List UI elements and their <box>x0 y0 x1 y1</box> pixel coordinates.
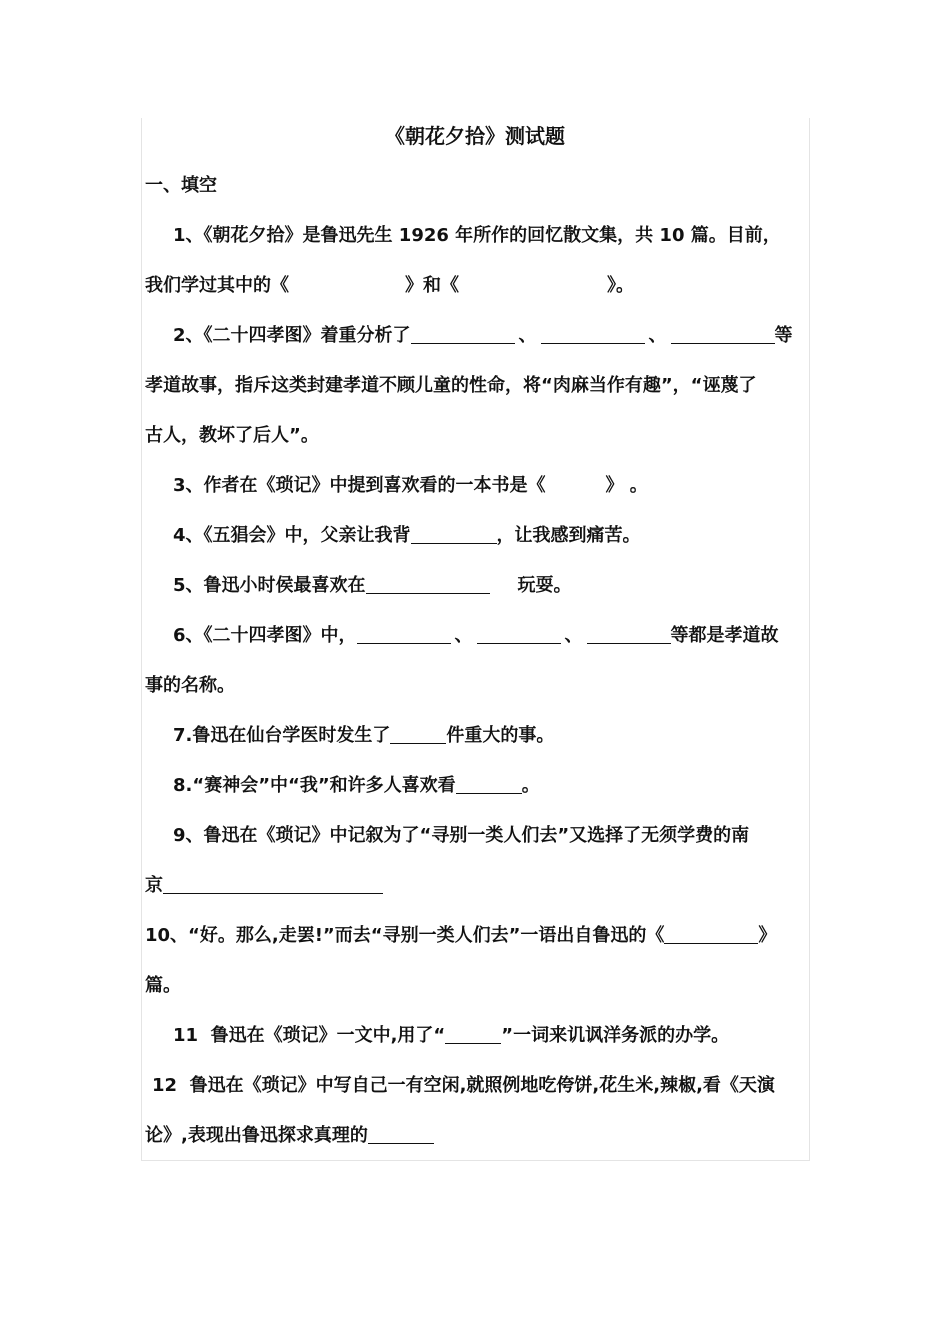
answer-blank[interactable] <box>366 575 490 594</box>
section-heading: 一、填空 <box>145 175 217 196</box>
answer-blank[interactable] <box>456 775 522 794</box>
answer-blank[interactable] <box>390 725 446 744</box>
answer-blank[interactable] <box>445 1025 501 1044</box>
question-2-line-2: 孝道故事，指斥这类封建孝道不顾儿童的性命，将“肉麻当作有趣”，“诬蔑了 <box>145 375 757 396</box>
answer-blank[interactable] <box>541 325 645 344</box>
question-1-line-2: 我们学过其中的《 》和《 》。 <box>145 275 634 296</box>
answer-blank[interactable] <box>671 325 775 344</box>
question-10-line-1: 10、“好。那么,走罢!”而去“寻别一类人们去”一语出自鲁迅的《 》 <box>145 925 777 946</box>
question-6-line-2: 事的名称。 <box>145 675 235 696</box>
question-7: 7.鲁迅在仙台学医时发生了 件重大的事。 <box>173 725 555 746</box>
answer-blank[interactable] <box>163 875 383 894</box>
question-9-line-1: 9、鲁迅在《琐记》中记叙为了“寻别一类人们去”又选择了无须学费的南 <box>173 825 750 846</box>
question-2-line-3: 古人，教坏了后人”。 <box>145 425 319 446</box>
question-12-line-2: 论》,表现出鲁迅探求真理的 <box>145 1124 434 1148</box>
answer-blank[interactable] <box>357 625 451 644</box>
question-11: 11 鲁迅在《琐记》一文中,用了“ ”一词来讥讽洋务派的办学。 <box>173 1025 730 1046</box>
question-4: 4、《五猖会》中，父亲让我背 ，让我感到痛苦。 <box>173 525 641 546</box>
question-3: 3、作者在《琐记》中提到喜欢看的一本书是《 》 。 <box>173 475 648 496</box>
answer-blank[interactable] <box>411 325 515 344</box>
answer-blank[interactable] <box>664 925 758 944</box>
answer-blank[interactable] <box>477 625 561 644</box>
answer-blank[interactable] <box>411 525 497 544</box>
answer-blank[interactable] <box>587 625 671 644</box>
question-6-line-1: 6、《二十四孝图》中， 、 、 等都是孝道故 <box>173 625 779 646</box>
question-10-line-2: 篇。 <box>145 975 181 996</box>
question-2-line-1: 2、《二十四孝图》着重分析了 、 、 等 <box>173 325 793 346</box>
page-title: 《朝花夕拾》测试题 <box>385 124 565 148</box>
answer-blank[interactable] <box>368 1125 434 1144</box>
question-12-line-1: 12 鲁迅在《琐记》中写自己一有空闲,就照例地吃侉饼,花生米,辣椒,看《天演 <box>152 1075 775 1096</box>
question-9-line-2: 京 <box>145 874 383 898</box>
question-1-line-1: 1、《朝花夕拾》是鲁迅先生 1926 年所作的回忆散文集，共 10 篇。目前， <box>173 225 781 246</box>
question-5: 5、鲁迅小时侯最喜欢在 玩耍。 <box>173 575 572 596</box>
question-8: 8.“赛神会”中“我”和许多人喜欢看 。 <box>173 775 540 796</box>
